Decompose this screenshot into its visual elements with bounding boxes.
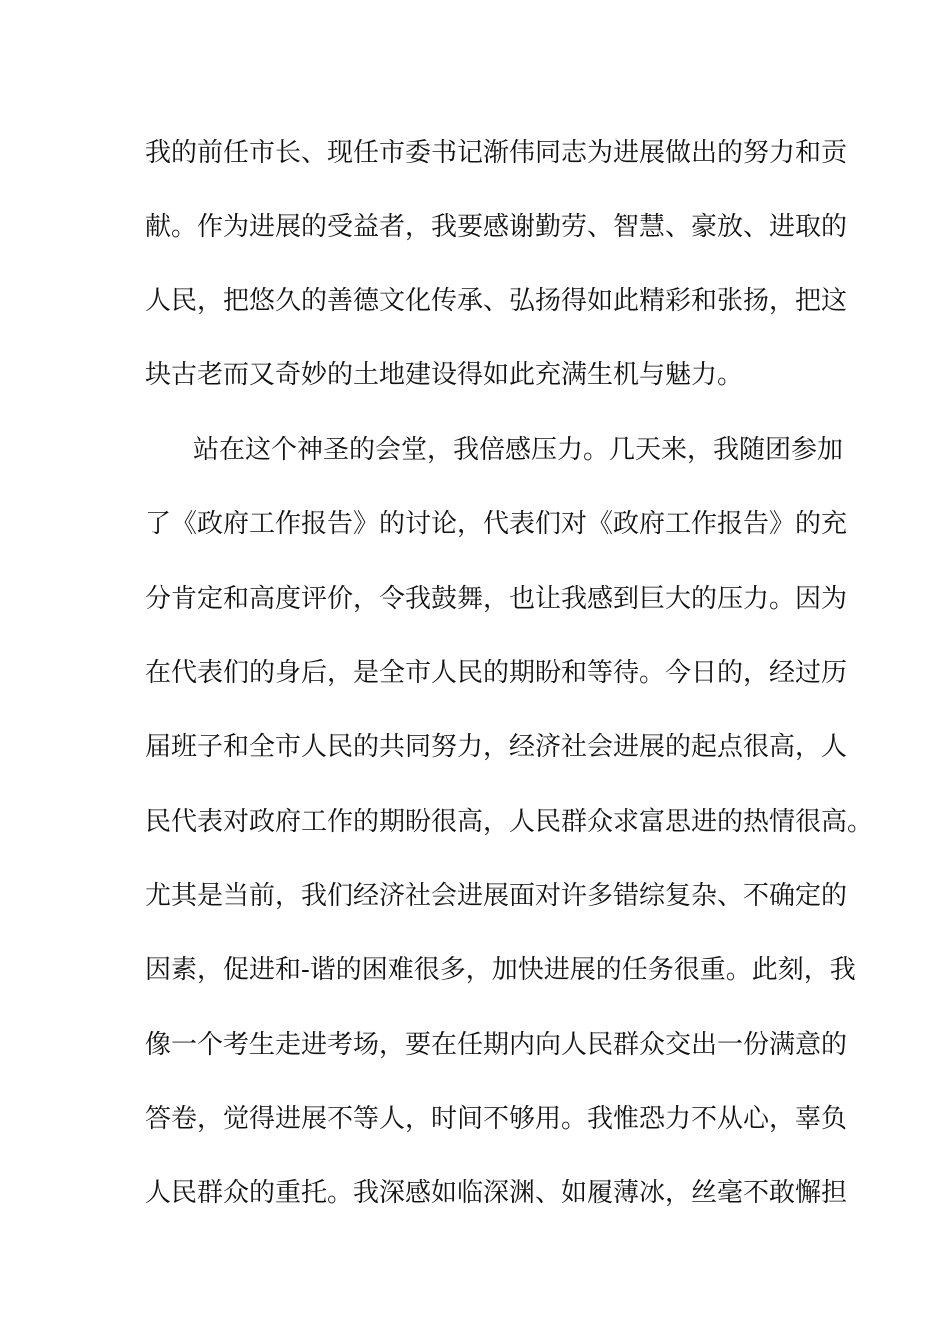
text-line: 因素，促进和-谐的困难很多，加快进展的任务很重。此刻，我 (145, 955, 856, 985)
text-line: 分肯定和高度评价，令我鼓舞，也让我感到巨大的压力。因为 (145, 584, 848, 614)
text-line: 尤其是当前，我们经济社会进展面对许多错综复杂、不确定的 (145, 881, 848, 911)
text-line: 献。作为进展的受益者，我要感谢勤劳、智慧、豪放、进取的 (145, 212, 848, 242)
text-line: 在代表们的身后，是全市人民的期盼和等待。今日的，经过历 (145, 658, 848, 688)
text-line: 我的前任市长、现任市委书记渐伟同志为进展做出的努力和贡 (145, 138, 848, 168)
text-line: 块古老而又奇妙的土地建设得如此充满生机与魅力。 (145, 360, 744, 390)
text-line: 了《政府工作报告》的讨论，代表们对《政府工作报告》的充 (145, 509, 848, 539)
text-line: 届班子和全市人民的共同努力，经济社会进展的起点很高，人 (145, 732, 848, 762)
text-line: 答卷，觉得进展不等人，时间不够用。我惟恐力不从心，辜负 (145, 1104, 848, 1134)
text-line: 人民群众的重托。我深感如临深渊、如履薄冰，丝毫不敢懈担 (145, 1178, 848, 1208)
text-line: 人民，把悠久的善德文化传承、弘扬得如此精彩和张扬，把这 (145, 286, 848, 316)
text-line: 像一个考生走进考场，要在任期内向人民群众交出一份满意的 (145, 1030, 848, 1060)
text-line: 民代表对政府工作的期盼很高，人民群众求富思进的热情很高。 (145, 807, 874, 837)
paragraph-first-line: 站在这个神圣的会堂，我倍感压力。几天来，我随团参加 (193, 435, 844, 465)
